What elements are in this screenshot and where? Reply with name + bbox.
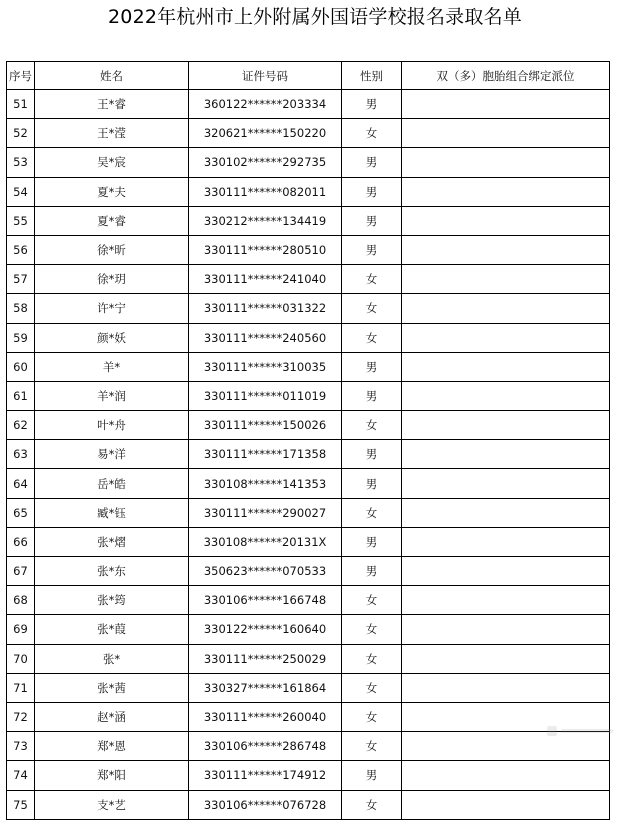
cell-name: 张*葭 xyxy=(35,615,189,644)
cell-id-number: 330111******082011 xyxy=(189,177,342,206)
table-row xyxy=(7,469,610,498)
watermark-graphic xyxy=(546,723,616,739)
cell-name: 郑*阳 xyxy=(35,761,189,790)
cell-id-number: 330111******310035 xyxy=(189,352,342,381)
cell-gender: 女 xyxy=(342,294,402,323)
cell-name: 赵*涵 xyxy=(35,702,189,731)
table-header-row xyxy=(7,62,610,90)
cell-name: 岳*皓 xyxy=(35,469,189,498)
cell-twin-binding xyxy=(402,586,610,615)
cell-seq: 70 xyxy=(7,644,35,673)
table-row xyxy=(7,411,610,440)
cell-seq: 63 xyxy=(7,440,35,469)
cell-twin-binding xyxy=(402,294,610,323)
cell-seq: 71 xyxy=(7,673,35,702)
cell-gender: 男 xyxy=(342,352,402,381)
table-row xyxy=(7,557,610,586)
cell-twin-binding xyxy=(402,411,610,440)
cell-id-number: 330106******166748 xyxy=(189,586,342,615)
table-row xyxy=(7,381,610,410)
table-row xyxy=(7,790,610,819)
table-row xyxy=(7,119,610,148)
cell-id-number: 330111******171358 xyxy=(189,440,342,469)
admission-list-sheet xyxy=(6,61,610,820)
cell-name: 王*睿 xyxy=(35,90,189,119)
cell-name: 羊* xyxy=(35,352,189,381)
cell-twin-binding xyxy=(402,265,610,294)
cell-name: 张*筠 xyxy=(35,586,189,615)
table-row xyxy=(7,148,610,177)
cell-id-number: 350623******070533 xyxy=(189,557,342,586)
cell-name: 许*宁 xyxy=(35,294,189,323)
cell-twin-binding xyxy=(402,119,610,148)
cell-seq: 75 xyxy=(7,790,35,819)
admission-table xyxy=(6,61,610,820)
cell-name: 徐*昕 xyxy=(35,235,189,264)
cell-gender: 男 xyxy=(342,557,402,586)
cell-name: 徐*玥 xyxy=(35,265,189,294)
table-row xyxy=(7,615,610,644)
cell-name: 张* xyxy=(35,644,189,673)
cell-gender: 男 xyxy=(342,90,402,119)
cell-id-number: 330111******260040 xyxy=(189,702,342,731)
cell-twin-binding xyxy=(402,469,610,498)
cell-seq: 65 xyxy=(7,498,35,527)
cell-gender: 女 xyxy=(342,586,402,615)
table-row xyxy=(7,294,610,323)
cell-gender: 女 xyxy=(342,732,402,761)
cell-id-number: 330111******250029 xyxy=(189,644,342,673)
cell-twin-binding xyxy=(402,323,610,352)
cell-seq: 59 xyxy=(7,323,35,352)
table-row xyxy=(7,90,610,119)
cell-twin-binding xyxy=(402,615,610,644)
cell-gender: 女 xyxy=(342,119,402,148)
table-row xyxy=(7,265,610,294)
cell-gender: 女 xyxy=(342,498,402,527)
cell-seq: 64 xyxy=(7,469,35,498)
cell-gender: 女 xyxy=(342,323,402,352)
cell-gender: 男 xyxy=(342,235,402,264)
cell-name: 吴*宸 xyxy=(35,148,189,177)
cell-name: 夏*夫 xyxy=(35,177,189,206)
table-row xyxy=(7,235,610,264)
header-name: 姓名 xyxy=(35,62,189,90)
cell-twin-binding xyxy=(402,177,610,206)
cell-seq: 60 xyxy=(7,352,35,381)
cell-gender: 男 xyxy=(342,381,402,410)
table-row xyxy=(7,206,610,235)
cell-twin-binding xyxy=(402,644,610,673)
cell-id-number: 330111******150026 xyxy=(189,411,342,440)
cell-name: 臧*钰 xyxy=(35,498,189,527)
cell-seq: 58 xyxy=(7,294,35,323)
table-row xyxy=(7,586,610,615)
cell-twin-binding xyxy=(402,352,610,381)
cell-name: 张*茜 xyxy=(35,673,189,702)
cell-id-number: 330111******241040 xyxy=(189,265,342,294)
table-row xyxy=(7,440,610,469)
table-row xyxy=(7,498,610,527)
cell-gender: 男 xyxy=(342,469,402,498)
cell-twin-binding xyxy=(402,498,610,527)
header-seq: 序号 xyxy=(7,62,35,90)
cell-gender: 女 xyxy=(342,644,402,673)
cell-id-number: 330111******011019 xyxy=(189,381,342,410)
cell-twin-binding xyxy=(402,761,610,790)
cell-seq: 54 xyxy=(7,177,35,206)
cell-twin-binding xyxy=(402,557,610,586)
table-row xyxy=(7,323,610,352)
cell-id-number: 330111******174912 xyxy=(189,761,342,790)
cell-gender: 男 xyxy=(342,206,402,235)
cell-twin-binding xyxy=(402,673,610,702)
cell-id-number: 330106******076728 xyxy=(189,790,342,819)
cell-name: 羊*润 xyxy=(35,381,189,410)
cell-gender: 女 xyxy=(342,790,402,819)
table-row xyxy=(7,702,610,731)
cell-id-number: 320621******150220 xyxy=(189,119,342,148)
cell-name: 叶*舟 xyxy=(35,411,189,440)
table-row xyxy=(7,732,610,761)
cell-seq: 53 xyxy=(7,148,35,177)
cell-id-number: 330102******292735 xyxy=(189,148,342,177)
table-row xyxy=(7,177,610,206)
cell-id-number: 330106******286748 xyxy=(189,732,342,761)
cell-seq: 52 xyxy=(7,119,35,148)
table-row xyxy=(7,761,610,790)
cell-id-number: 330212******134419 xyxy=(189,206,342,235)
cell-gender: 男 xyxy=(342,177,402,206)
cell-id-number: 330111******240560 xyxy=(189,323,342,352)
table-row xyxy=(7,644,610,673)
cell-name: 支*艺 xyxy=(35,790,189,819)
cell-seq: 66 xyxy=(7,527,35,556)
cell-twin-binding xyxy=(402,527,610,556)
cell-name: 王*滢 xyxy=(35,119,189,148)
cell-gender: 女 xyxy=(342,673,402,702)
cell-gender: 男 xyxy=(342,761,402,790)
cell-name: 张*熠 xyxy=(35,527,189,556)
table-row xyxy=(7,352,610,381)
cell-id-number: 330111******290027 xyxy=(189,498,342,527)
cell-twin-binding xyxy=(402,440,610,469)
table-row xyxy=(7,673,610,702)
cell-id-number: 330111******031322 xyxy=(189,294,342,323)
cell-name: 夏*睿 xyxy=(35,206,189,235)
page-title: 2022年杭州市上外附属外国语学校报名录取名单 xyxy=(108,6,522,28)
table-row xyxy=(7,527,610,556)
cell-name: 易*洋 xyxy=(35,440,189,469)
cell-id-number: 330327******161864 xyxy=(189,673,342,702)
cell-seq: 51 xyxy=(7,90,35,119)
table-body xyxy=(7,90,610,820)
cell-gender: 女 xyxy=(342,265,402,294)
cell-twin-binding xyxy=(402,790,610,819)
cell-seq: 62 xyxy=(7,411,35,440)
cell-id-number: 330108******141353 xyxy=(189,469,342,498)
header-twin-binding: 双（多）胞胎组合绑定派位 xyxy=(402,62,610,90)
cell-name: 颜*妖 xyxy=(35,323,189,352)
cell-seq: 55 xyxy=(7,206,35,235)
cell-gender: 女 xyxy=(342,615,402,644)
cell-gender: 男 xyxy=(342,527,402,556)
cell-id-number: 330111******280510 xyxy=(189,235,342,264)
cell-seq: 57 xyxy=(7,265,35,294)
cell-seq: 61 xyxy=(7,381,35,410)
cell-seq: 69 xyxy=(7,615,35,644)
cell-seq: 72 xyxy=(7,702,35,731)
cell-gender: 男 xyxy=(342,440,402,469)
header-id-number: 证件号码 xyxy=(189,62,342,90)
cell-gender: 女 xyxy=(342,702,402,731)
cell-twin-binding xyxy=(402,90,610,119)
cell-twin-binding xyxy=(402,206,610,235)
cell-seq: 67 xyxy=(7,557,35,586)
cell-twin-binding xyxy=(402,148,610,177)
header-gender: 性别 xyxy=(342,62,402,90)
cell-seq: 56 xyxy=(7,235,35,264)
cell-id-number: 330108******20131X xyxy=(189,527,342,556)
cell-id-number: 360122******203334 xyxy=(189,90,342,119)
cell-name: 张*东 xyxy=(35,557,189,586)
cell-gender: 女 xyxy=(342,411,402,440)
cell-name: 郑*恩 xyxy=(35,732,189,761)
cell-id-number: 330122******160640 xyxy=(189,615,342,644)
cell-twin-binding xyxy=(402,381,610,410)
cell-seq: 73 xyxy=(7,732,35,761)
cell-gender: 男 xyxy=(342,148,402,177)
cell-twin-binding xyxy=(402,235,610,264)
cell-seq: 68 xyxy=(7,586,35,615)
cell-seq: 74 xyxy=(7,761,35,790)
